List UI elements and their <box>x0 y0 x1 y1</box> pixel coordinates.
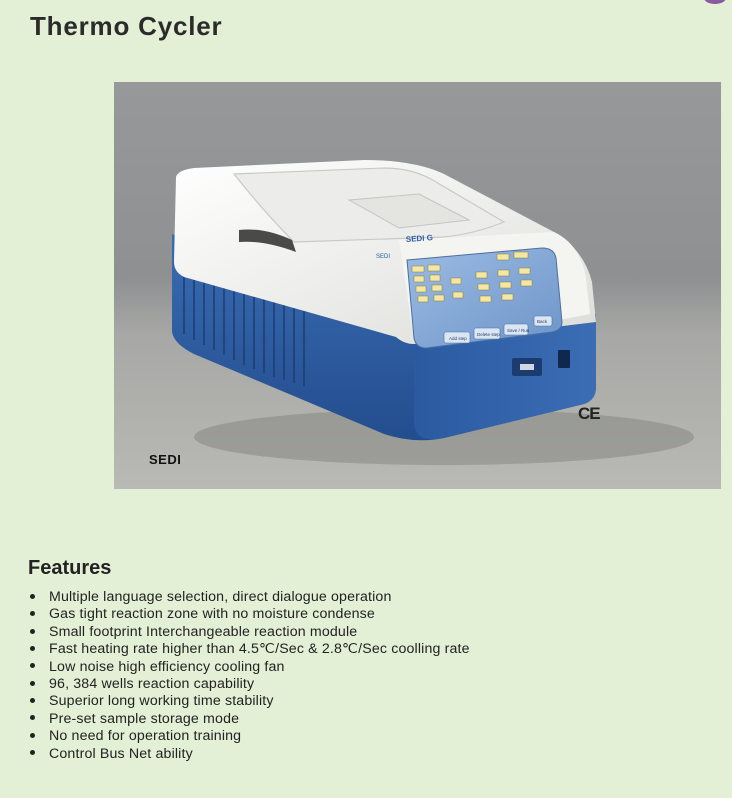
thermo-cycler-illustration <box>114 82 721 489</box>
features-heading: Features <box>28 557 112 579</box>
bullet-icon <box>30 594 35 599</box>
bullet-icon <box>30 646 35 651</box>
page-title: Thermo Cycler <box>30 11 223 41</box>
feature-text: 96, 384 wells reaction capability <box>49 675 255 692</box>
feature-text: Pre-set sample storage mode <box>49 710 240 727</box>
feature-item <box>30 624 470 641</box>
product-photo <box>114 82 721 489</box>
feature-text: Gas tight reaction zone with no moisture condense <box>49 606 375 623</box>
feature-item <box>30 676 470 693</box>
ce-mark: CE <box>578 404 600 423</box>
feature-item <box>30 693 470 710</box>
bullet-icon <box>30 750 35 755</box>
corner-decoration <box>704 0 726 4</box>
feature-item <box>30 728 470 745</box>
feature-text: No need for operation training <box>49 728 242 745</box>
bullet-icon <box>30 698 35 703</box>
bullet-icon <box>30 733 35 738</box>
svg-text:SEDI G: SEDI G <box>405 233 434 244</box>
feature-text: Small footprint Interchangeable reaction module <box>49 623 358 640</box>
bullet-icon <box>30 715 35 720</box>
bullet-icon <box>30 611 35 616</box>
svg-text:Delete step: Delete step <box>477 332 500 337</box>
feature-item <box>30 589 470 606</box>
bullet-icon <box>30 629 35 634</box>
bullet-icon <box>30 663 35 668</box>
svg-text:SEDI: SEDI <box>376 254 391 260</box>
feature-item <box>30 641 470 658</box>
svg-text:Add step: Add step <box>449 336 467 341</box>
feature-item <box>30 711 470 728</box>
svg-text:Back: Back <box>537 319 548 324</box>
feature-item <box>30 746 470 763</box>
features-list <box>30 589 470 763</box>
feature-text: Multiple language selection, direct dialogue operation <box>49 589 392 605</box>
brand-caption: SEDI <box>149 452 182 467</box>
bullet-icon <box>30 681 35 686</box>
feature-text: Low noise high efficiency cooling fan <box>49 658 285 675</box>
feature-item <box>30 606 470 623</box>
feature-text: Fast heating rate higher than 4.5℃/Sec & 2.8℃/Sec coolling rate <box>49 641 470 658</box>
feature-text: Control Bus Net ability <box>49 745 193 762</box>
feature-text: Superior long working time stability <box>49 693 274 710</box>
feature-item <box>30 659 470 676</box>
svg-text:Save / Run: Save / Run <box>507 328 530 333</box>
